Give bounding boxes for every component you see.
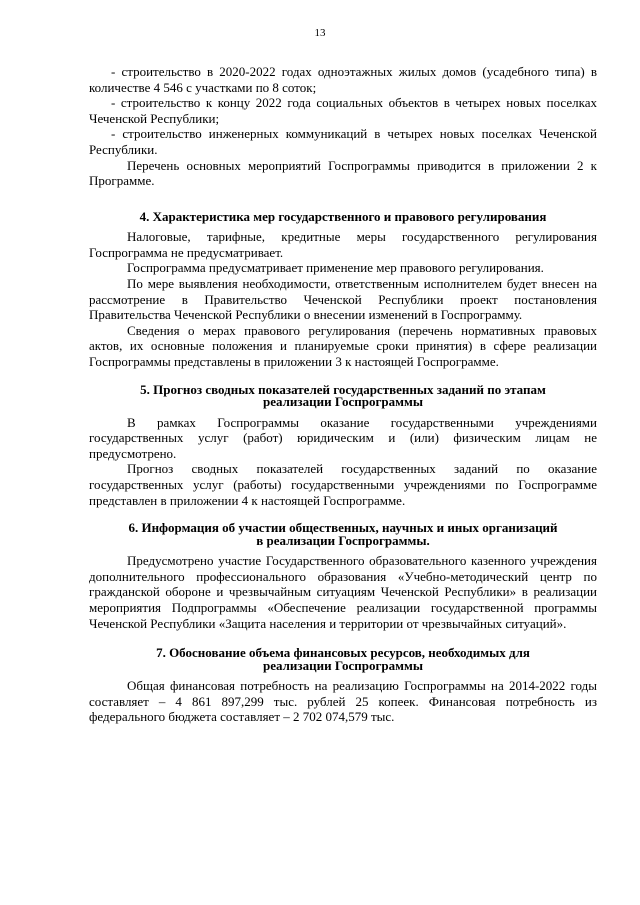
page-number: 13 bbox=[314, 27, 326, 39]
document-body bbox=[89, 64, 597, 725]
bullet-item: - строительство в 2020-2022 годах одноэтажных жилых домов (усадебного типа) в количестве 4 546 с участками по 8 соток; bbox=[89, 64, 597, 95]
paragraph: Налоговые, тарифные, кредитные меры государственного регулирования Госпрограмма не предусматривает. bbox=[89, 229, 597, 260]
section-heading: 5. Прогноз сводных показателей государственных заданий по этапам bbox=[140, 381, 546, 397]
paragraph: Прогноз сводных показателей государственных заданий по оказание государственных услуг (работы) государственными учреждениями по Госпрограмме представлен в приложении 4 к настоящей Госпрограмме. bbox=[89, 461, 597, 508]
section-heading-line2: в реализации Госпрограммы. bbox=[256, 532, 430, 548]
paragraph: Сведения о мерах правового регулирования (перечень нормативных правовых актов, их основные положения и планируемые сроки принятия) в сфере реализации Госпрограммы представлены в приложении 3 к настоящей Госпрограмме. bbox=[89, 322, 597, 369]
paragraph: Госпрограмма предусматривает применение мер правового регулирования. bbox=[127, 260, 544, 276]
paragraph: Предусмотрено участие Государственного образовательного казенного учреждения дополнительного профессионального образования «Учебно-методический центр по гражданской обороне и чрезвычайным ситуациям Чеченской Республики» в реализации мероприятия Подпрограммы «Обеспечение реализации государственной программы Чеченской Республики «Защита населения и территории от чрезвычайных ситуаций». bbox=[89, 553, 597, 631]
section-heading: 4. Характеристика мер государственного и правового регулирования bbox=[139, 208, 547, 224]
paragraph: Перечень основных мероприятий Госпрограммы приводится в приложении 2 к Программе. bbox=[89, 157, 597, 189]
section-heading-line2: реализации Госпрограммы bbox=[263, 394, 423, 410]
paragraph: По мере выявления необходимости, ответственным исполнителем будет внесен на рассмотрение в Правительство Чеченской Республики проект постановления Правительства Чеченской Республики о внесении изменений в Госпрограмму. bbox=[89, 276, 597, 323]
bullet-item: - строительство инженерных коммуникаций в четырех новых поселках Чеченской Республики. bbox=[89, 126, 597, 157]
paragraph: В рамках Госпрограммы оказание государственными учреждениями государственных услуг (работ) юридическим и (или) физическим лицам не предусмотрено. bbox=[89, 414, 597, 461]
section-heading-line2: реализации Госпрограммы bbox=[263, 657, 423, 673]
section-heading: 7. Обоснование объема финансовых ресурсов, необходимых для bbox=[156, 645, 530, 661]
paragraph: Общая финансовая потребность на реализацию Госпрограммы на 2014-2022 годы составляет – 4 861 897,299 тыс. рублей 25 копеек. Финансовая потребность из федерального бюджета составляет – 2 702 074,579 тыс. bbox=[89, 678, 597, 725]
section-heading: 6. Информация об участии общественных, научных и иных организаций bbox=[128, 520, 558, 536]
bullet-item: - строительство к концу 2022 года социальных объектов в четырех новых поселках Чеченской Республики; bbox=[89, 95, 597, 126]
